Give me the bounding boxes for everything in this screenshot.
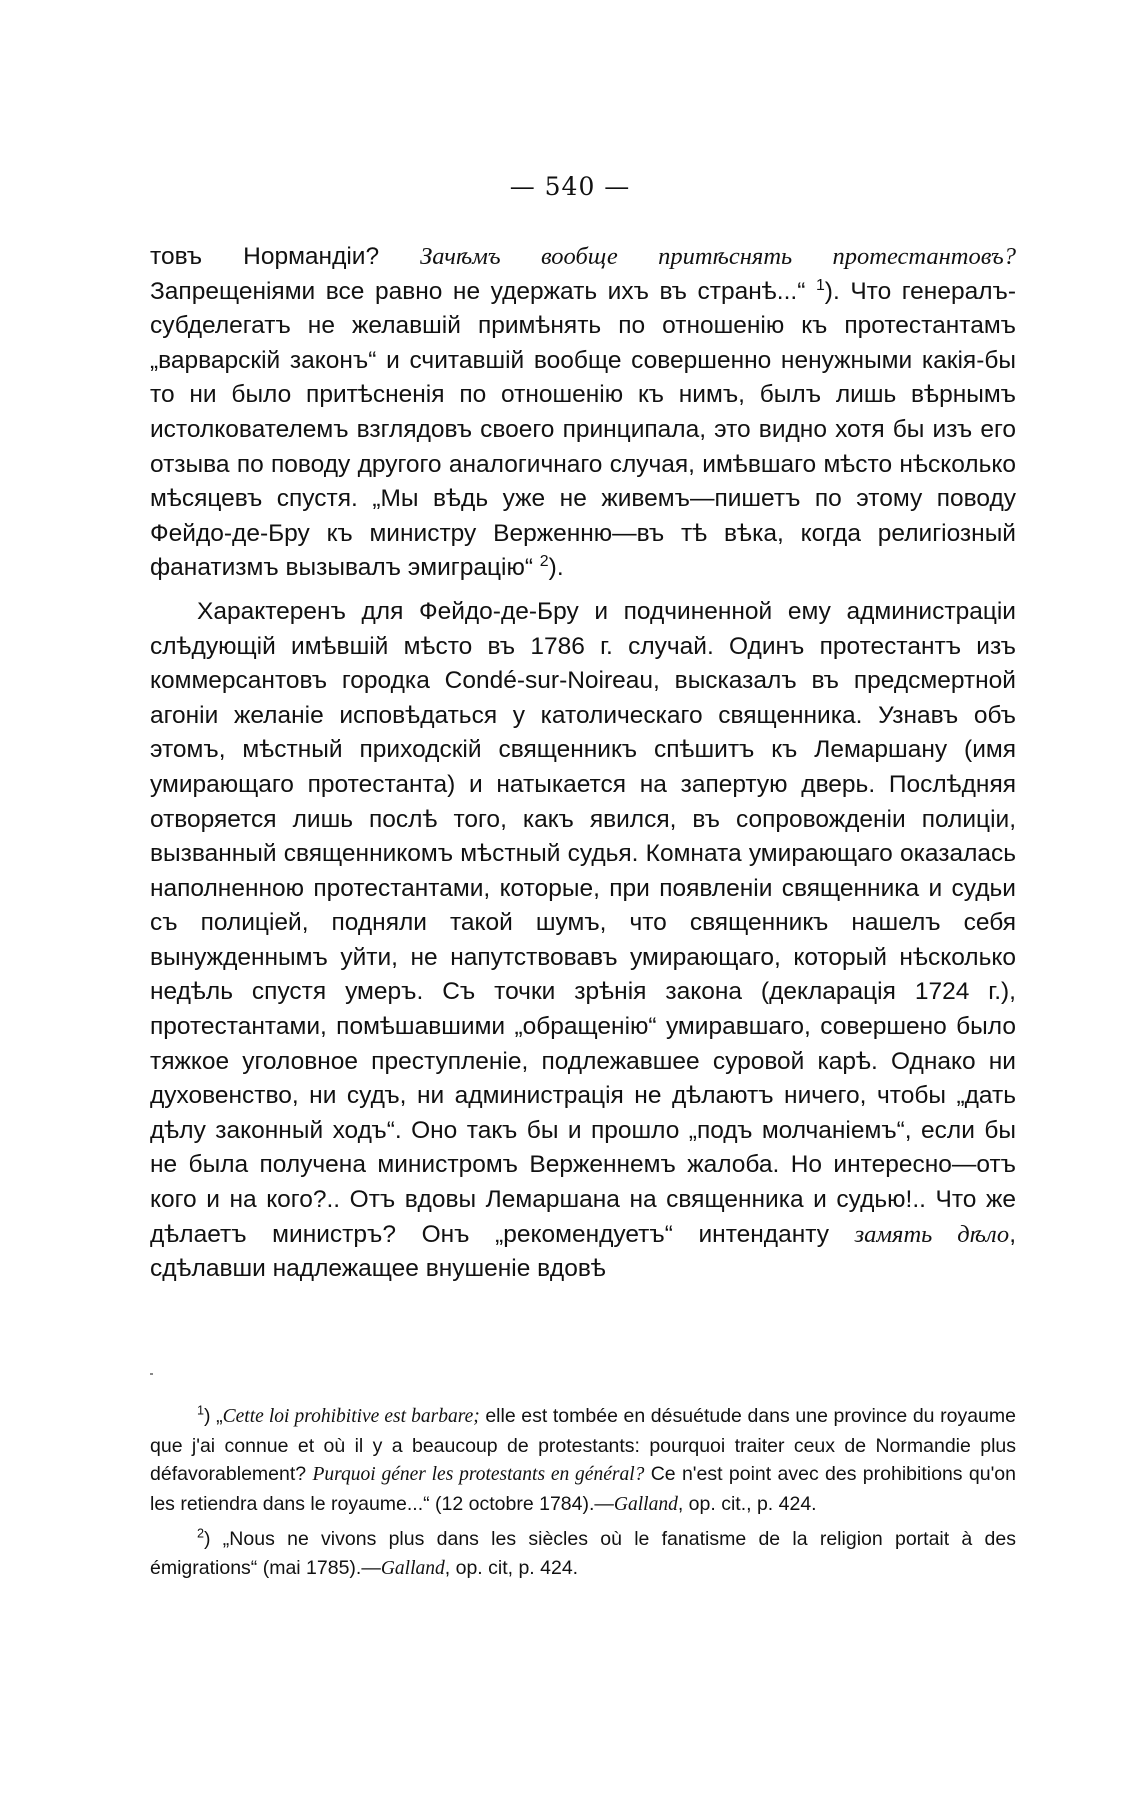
footnote-mark-1: 1 [197,1403,205,1418]
italic-phrase: Зачѣмъ вообще притѣснять протестантовъ? [420,243,1016,270]
footnote-ref-1: 1 [815,276,825,294]
footnotes [150,1402,1016,1590]
author-name: Galland [380,1557,445,1579]
text-span: Характеренъ для Фейдо-де-Бру и подчиненной ему администраціи слѣдующій имѣвшій мѣсто въ 1786 г. случай. Одинъ протестантъ изъ коммерсантовъ городка Condé-sur-Noireau, высказалъ въ предсмертной агоніи желаніе исповѣдаться у католическаго священника. Узнавъ объ этомъ, мѣстный приходскій священникъ спѣшитъ къ Лемаршану (имя умирающаго протестанта) и натыкается на запертую дверь. Послѣдняя отворяется лишь послѣ того, какъ явился, въ сопровожденіи полиціи, вызванный священникомъ мѣстный судья. Комната умирающаго оказалась наполненною протестантами, которые, при появленіи священника и судьи съ полиціей, подняли такой шумъ, что священникъ нашелъ себя вынужденнымъ уйти, не напутствовавъ умирающаго, который нѣсколько недѣль спустя умеръ. Съ точки зрѣнія закона (декларація 1724 г.), протестантами, помѣшавшими „обращенію“ умиравшаго, совершено было тяжкое уголовное преступленіе, подлежавшее суровой карѣ. Однако ни духовенство, ни судъ, ни администрація не дѣлаютъ ничего, чтобы „дать дѣлу законный ходъ“. Оно такъ бы и прошло „подъ молчаніемъ“, если бы не была получена министромъ Верженнемъ жалоба. Но интересно—отъ кого и на кого?.. Отъ вдовы Лемаршана на священника и судью!.. Что же дѣлаетъ министръ? Онъ „рекомендуетъ“ интенданту [150,597,1016,1248]
paragraph-1 [150,240,1016,586]
italic-phrase: замять дѣло [854,1220,1010,1248]
text-span: товъ Нормандіи? [150,243,421,270]
footnote-2: $^2$) „Nous ne vivons plus dans les siècles où le fanatisme de la religion portait à des émigrations“ (mai 1785).—Galland, op. cit, p. 424. [150,1526,1016,1579]
main-text [150,240,1016,1287]
footnote-separator [150,1373,153,1375]
paragraph-2 [150,595,1016,1287]
footnote-mark-2: 2 [197,1526,205,1541]
text-span: Ce n'est point avec des prohibitions qu'on les retiendra dans le royaume...“ (12 octobre 1784).— [150,1463,1016,1515]
text-span: , op. cit., p. 424. [677,1492,817,1515]
text-span: , сдѣлавши надлежащее внушеніе вдовѣ [150,1220,1016,1283]
text-span: ). Что генералъ-субделегатъ не желавшій примѣнять по отношенію къ протестантамъ „варварскій законъ“ и считавшій вообще совершенно ненужными какія-бы то ни было притѣсненія по отношенію къ нимъ, былъ лишь вѣрнымъ истолкователемъ взглядовъ своего принципала, это видно хотя бы изъ его отзыва по поводу другого аналогичнаго случая, имѣвшаго мѣсто нѣсколько мѣсяцевъ спустя. „Мы вѣдь уже не живемъ—пишетъ по этому поводу Фейдо-де-Бру къ министру Верженню—въ тѣ вѣка, когда религіозный фанатизмъ вызывалъ эмиграцію“ [150,277,1016,582]
italic-phrase: Cette loi prohibitive est barbare; [222,1406,480,1427]
italic-phrase: Purquoi géner les protestants en général? [312,1464,645,1486]
page-number: — 540 — [509,172,631,201]
text-span: ). [548,554,564,582]
author-name: Galland [613,1493,678,1515]
footnote-1: $^1$) „Cette loi prohibitive est barbare; elle est tombée en désuétude dans une province du royaume que j'ai connue et où il y a beaucoup de protestants: pourquoi traiter ceux de Normandie plus défavorablement? Purquoi géner les protestants en général? Ce n'est point avec des prohibitions qu'on les retiendra dans le royaume...“ (12 octobre 1784).—Galland, op. cit., p. 424. [150,1403,1016,1515]
text-span: „Nous ne vivons plus dans les siècles où le fanatisme de la religion portait à des émigrations“ (mai 1785).— [150,1528,1016,1579]
text-span: Запрещеніями все равно не удержать ихъ въ странѣ...“ [150,277,816,305]
text-span: „ [210,1405,223,1427]
text-span: elle est tombée en désuétude dans une province du royaume que j'ai connue et où il y a beaucoup de protestants: pourquoi traiter ceux de Normandie plus défavorablement? [150,1405,1016,1486]
footnote-ref-2: 2 [539,553,549,571]
text-span: , op. cit, p. 424. [444,1556,579,1579]
